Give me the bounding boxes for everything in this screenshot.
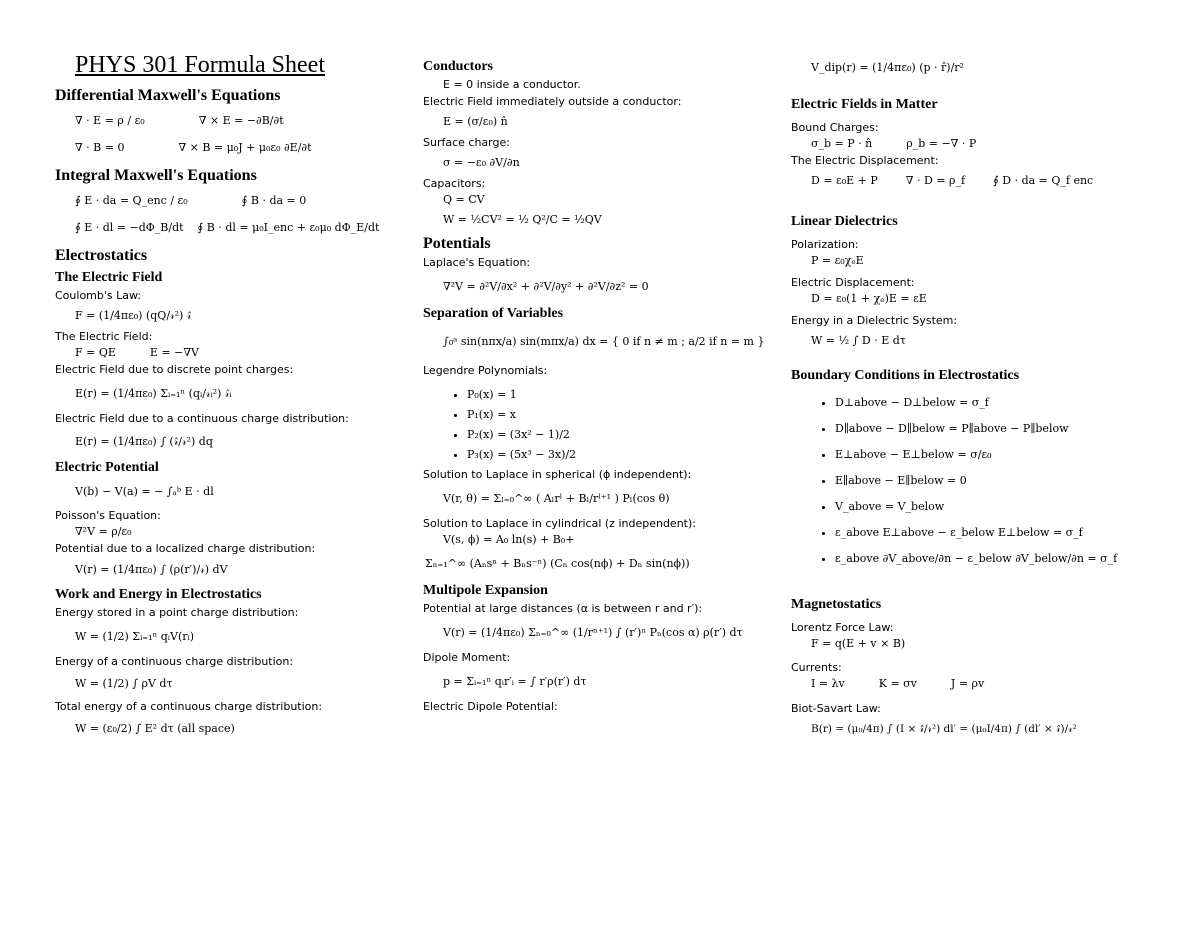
page-title: PHYS 301 Formula Sheet <box>74 52 325 78</box>
currents-label: Currents: <box>791 661 842 674</box>
cylindrical-label: Solution to Laplace in cylindrical (z independent): <box>423 517 696 530</box>
boundary-potential: • V_above = V_below <box>835 500 1161 514</box>
heading-linear-dielectrics: Linear Dielectrics <box>791 214 898 229</box>
ampere-maxwell-integral: ∮ B · dl = μ₀I_enc + ε₀μ₀ dΦ_E/dt <box>197 221 380 234</box>
continuous-energy-equation: W = (1/2) ∫ ρV dτ <box>75 677 173 690</box>
heading-integral-maxwell: Integral Maxwell's Equations <box>55 167 257 184</box>
dielectric-energy-equation: W = ½ ∫ D · E dτ <box>811 334 906 347</box>
field-gradient-equation: E = −∇V <box>149 346 199 359</box>
gauss-law-differential: ∇ · E = ρ / ε₀ <box>75 114 145 127</box>
lorentz-equation: F = q(E + v × B) <box>811 637 906 650</box>
continuous-label: Electric Field due to a continuous charge distribution: <box>55 412 349 425</box>
localized-label: Potential due to a localized charge distribution: <box>55 542 316 555</box>
biot-savart-equation: B(r) = (μ₀/4π) ∫ (I × 𝓇̂/𝓇²) dl′ = (μ₀I/4π) ∫ (dl′ × 𝓇̂)/𝓇² <box>811 723 1077 735</box>
laplace-equation: ∇²V = ∂²V/∂x² + ∂²V/∂y² + ∂²V/∂z² = 0 <box>443 280 649 293</box>
heading-potentials: Potentials <box>423 235 491 252</box>
ampere-maxwell-differential: ∇ × B = μ₀J + μ₀ε₀ ∂E/∂t <box>178 141 312 154</box>
dipole-moment-label: Dipole Moment: <box>423 651 511 664</box>
heading-electric-potential: Electric Potential <box>55 460 159 475</box>
heading-fields-in-matter: Electric Fields in Matter <box>791 97 938 112</box>
boundary-e-parallel: • E∥above − E∥below = 0 <box>835 474 1161 488</box>
surface-charge-label: Surface charge: <box>423 136 510 149</box>
polarization-label: Polarization: <box>791 238 859 251</box>
legendre-p3: • P₃(x) = (5x³ − 3x)/2 <box>467 448 773 462</box>
multipole-equation: V(r) = (1/4πε₀) Σₙ₌₀^∞ (1/rⁿ⁺¹) ∫ (r′)ⁿ Pₙ(cos α) ρ(r′) dτ <box>443 626 743 639</box>
point-energy-equation: W = (1/2) Σᵢ₌₁ⁿ qᵢV(rᵢ) <box>75 630 195 643</box>
coulomb-label: Coulomb's Law: <box>55 289 142 302</box>
legendre-label: Legendre Polynomials: <box>423 364 548 377</box>
no-monopole-differential: ∇ · B = 0 <box>75 141 125 154</box>
multipole-label: Potential at large distances (α is between r and r′): <box>423 602 703 615</box>
laplace-label: Laplace's Equation: <box>423 256 531 269</box>
localized-equation: V(r) = (1/4πε₀) ∫ (ρ(r′)/𝓇) dV <box>75 563 228 576</box>
faraday-law-integral: ∮ E · dl = −dΦ_B/dt <box>75 221 184 234</box>
point-energy-label: Energy stored in a point charge distribution: <box>55 606 299 619</box>
biot-savart-label: Biot-Savart Law: <box>791 702 881 715</box>
continuous-equation: E(r) = (1/4πε₀) ∫ (𝓇̂/𝓇²) dq <box>75 435 213 448</box>
volume-current-equation: J = ρv <box>950 677 985 690</box>
total-energy-equation: W = (ε₀/2) ∫ E² dτ (all space) <box>75 722 235 735</box>
discrete-label: Electric Field due to discrete point charges: <box>55 363 294 376</box>
column-1 <box>55 50 400 737</box>
boundary-d-perp: • D⊥above − D⊥below = σ_f <box>835 396 1161 410</box>
poisson-equation: ∇²V = ρ/ε₀ <box>75 525 132 538</box>
heading-separation-variables: Separation of Variables <box>423 306 564 321</box>
heading-electric-field: The Electric Field <box>55 270 163 285</box>
dielectric-energy-label: Energy in a Dielectric System: <box>791 314 958 327</box>
bound-volume-charge: ρ_b = −∇ · P <box>906 137 977 150</box>
discrete-equation: E(r) = (1/4πε₀) Σᵢ₌₁ⁿ (qᵢ/𝓇ᵢ²) 𝓇̂ᵢ <box>75 387 232 400</box>
coulomb-equation: F = (1/4πε₀) (qQ/𝓇²) 𝓇̂ <box>75 309 192 322</box>
line-current-equation: I = λv <box>811 677 845 690</box>
electric-displacement-equation: D = ε₀(1 + χₑ)E = εE <box>811 292 927 305</box>
conductor-inside-statement: E = 0 inside a conductor. <box>443 78 581 91</box>
force-field-equation: F = QE <box>75 346 116 359</box>
column-2 <box>423 58 773 714</box>
potential-difference-equation: V(b) − V(a) = − ∫ₐᵇ E · dl <box>75 485 214 498</box>
heading-work-energy: Work and Energy in Electrostatics <box>55 587 262 602</box>
faraday-law-differential: ∇ × E = −∂B/∂t <box>198 114 284 127</box>
conductor-outside-label: Electric Field immediately outside a conductor: <box>423 95 682 108</box>
total-energy-label: Total energy of a continuous charge distribution: <box>55 700 323 713</box>
boundary-e-perp: • E⊥above − E⊥below = σ/ε₀ <box>835 448 1161 462</box>
capacitor-energy-equation: W = ½CV² = ½ Q²/C = ½QV <box>443 213 602 226</box>
displacement-integral: ∮ D · da = Q_f enc <box>993 174 1094 187</box>
poisson-label: Poisson's Equation: <box>55 509 161 522</box>
polarization-equation: P = ε₀χₑE <box>811 254 864 267</box>
dipole-potential-label: Electric Dipole Potential: <box>423 700 558 713</box>
cylindrical-solution-line2: Σₙ₌₁^∞ (Aₙsⁿ + Bₙs⁻ⁿ) (Cₙ cos(nϕ) + Dₙ sin(nϕ)) <box>425 557 690 570</box>
orthogonality-equation: ∫₀ᵃ sin(nπx/a) sin(mπx/a) dx = { 0 if n ≠ m ; a/2 if n = m } <box>443 335 765 348</box>
legendre-p2: • P₂(x) = (3x² − 1)/2 <box>467 428 773 442</box>
boundary-conditions-list <box>791 396 1161 566</box>
spherical-solution-equation: V(r, θ) = Σₗ₌₀^∞ ( Aₗrˡ + Bₗ/rˡ⁺¹ ) Pₗ(cos θ) <box>443 492 670 505</box>
conductor-outside-equation: E = (σ/ε₀) n̂ <box>443 115 508 128</box>
no-monopole-integral: ∮ B · da = 0 <box>241 194 307 207</box>
legendre-list <box>423 388 773 462</box>
legendre-p1: • P₁(x) = x <box>467 408 773 422</box>
continuous-energy-label: Energy of a continuous charge distribution: <box>55 655 294 668</box>
boundary-epsilon-dv: • ε_above ∂V_above/∂n − ε_below ∂V_below/∂n = σ_f <box>835 552 1161 566</box>
spherical-label: Solution to Laplace in spherical (ϕ independent): <box>423 468 692 481</box>
electric-displacement-label: Electric Displacement: <box>791 276 915 289</box>
field-label: The Electric Field: <box>55 330 153 343</box>
capacitance-equation: Q = CV <box>443 193 485 206</box>
heading-differential-maxwell: Differential Maxwell's Equations <box>55 87 281 104</box>
column-3 <box>791 60 1161 743</box>
heading-conductors: Conductors <box>423 59 494 74</box>
surface-charge-equation: σ = −ε₀ ∂V/∂n <box>443 156 520 169</box>
boundary-epsilon-e: • ε_above E⊥above − ε_below E⊥below = σ_f <box>835 526 1161 540</box>
legendre-p0: • P₀(x) = 1 <box>467 388 773 402</box>
displacement-label: The Electric Displacement: <box>791 154 939 167</box>
dipole-moment-equation: p = Σᵢ₌₁ⁿ qᵢr′ᵢ = ∫ r′ρ(r′) dτ <box>443 675 587 688</box>
boundary-d-parallel: • D∥above − D∥below = P∥above − P∥below <box>835 422 1161 436</box>
displacement-divergence: ∇ · D = ρ_f <box>905 174 966 187</box>
capacitors-label: Capacitors: <box>423 177 486 190</box>
lorentz-label: Lorentz Force Law: <box>791 621 894 634</box>
heading-multipole: Multipole Expansion <box>423 583 548 598</box>
bound-surface-charge: σ_b = P · n̂ <box>811 137 873 150</box>
heading-boundary-conditions: Boundary Conditions in Electrostatics <box>791 368 1020 383</box>
displacement-definition: D = ε₀E + P <box>811 174 878 187</box>
heading-electrostatics: Electrostatics <box>55 247 148 264</box>
heading-magnetostatics: Magnetostatics <box>791 597 882 612</box>
gauss-law-integral: ∮ E · da = Q_enc / ε₀ <box>75 194 188 207</box>
cylindrical-solution-line1: V(s, ϕ) = A₀ ln(s) + B₀+ <box>443 533 575 546</box>
bound-charges-label: Bound Charges: <box>791 121 879 134</box>
dipole-potential-equation: V_dip(r) = (1/4πε₀) (p · r̂)/r² <box>811 61 964 74</box>
surface-current-equation: K = σv <box>878 677 917 690</box>
